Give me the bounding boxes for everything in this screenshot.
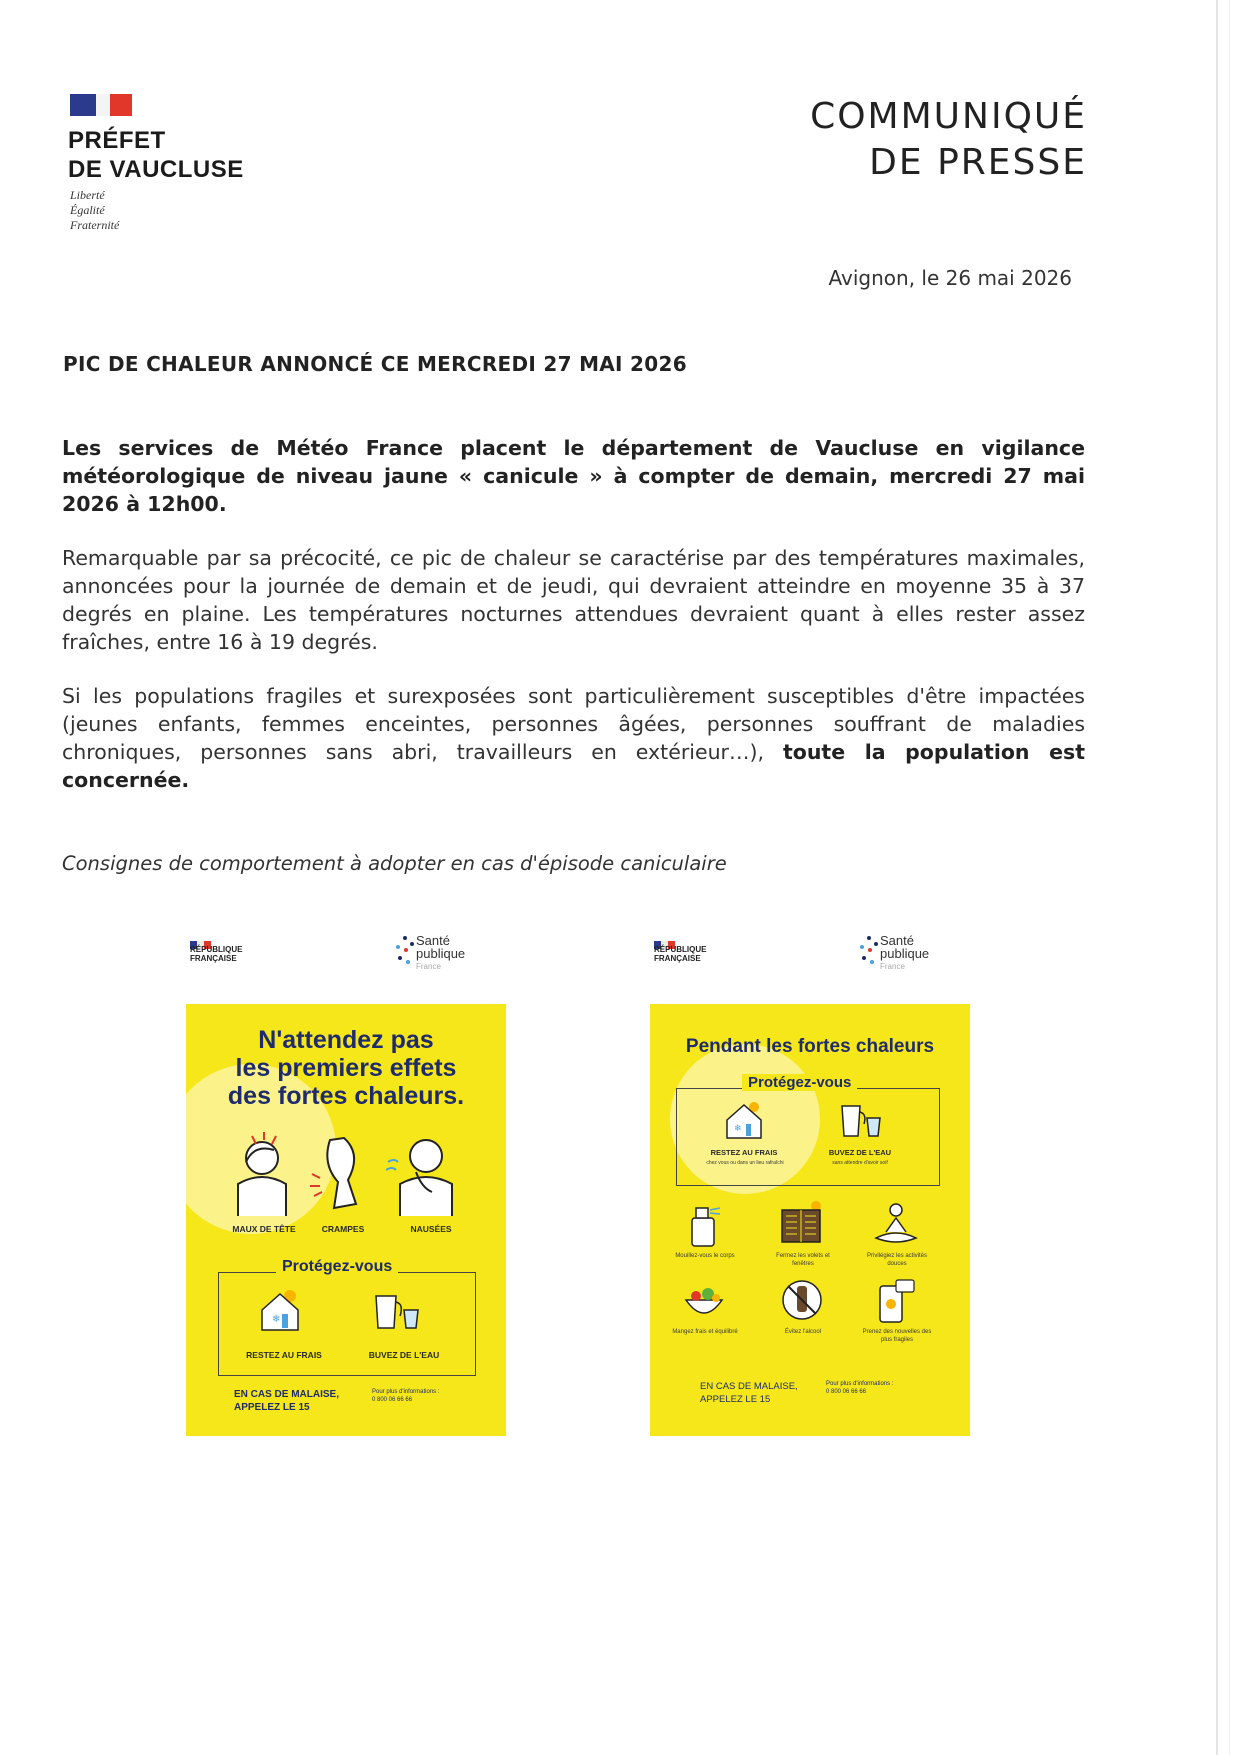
malaise-line-2: APPELEZ LE 15 — [700, 1394, 771, 1405]
poster-2-title: Pendant les fortes chaleurs — [685, 1036, 935, 1057]
sp-logo-text — [416, 934, 465, 973]
salad-bowl-icon — [682, 1282, 726, 1322]
info-line-1: Pour plus d'informations : — [826, 1381, 894, 1387]
poster-premiers-effets — [186, 930, 506, 1436]
no-alcohol-icon — [780, 1278, 824, 1322]
symptom-nausees: NAUSÉES — [410, 1224, 452, 1234]
info-line-2: 0 800 06 66 66 — [372, 1397, 413, 1403]
document-type — [810, 94, 1087, 186]
sp-dots-icon — [394, 936, 416, 970]
poster-pendant-chaleurs — [650, 930, 970, 1436]
paragraph-populations-text: Si les populations fragiles et surexposées sont particulièrement susceptibles d'être impactées (jeunes enfants, femmes enceintes, personnes âgées, personnes souffrant de maladies chroniques, personnes sans abri, travailleurs en extérieur…), — [62, 684, 1085, 764]
rf-line-2: FRANÇAISE — [654, 954, 701, 963]
protect-title: Protégez-vous — [276, 1258, 398, 1276]
poster-1-title-line-3: des fortes chaleurs. — [227, 1082, 465, 1110]
sp-logo-text — [880, 934, 929, 973]
rf-line-1: RÉPUBLIQUE — [190, 945, 243, 954]
tip-mangez: Mangez frais et équilibré — [672, 1329, 738, 1335]
poster-2-header — [650, 930, 970, 1004]
tip-nouvelles: Prenez des nouvelles des plus fragiles — [862, 1329, 932, 1343]
sp-line-3: France — [416, 962, 441, 971]
paragraph-populations — [62, 682, 1085, 794]
headache-icon — [224, 1132, 304, 1216]
protect-item-frais: RESTEZ AU FRAIS — [710, 1148, 778, 1157]
sp-line-1: Santé — [416, 933, 450, 948]
protect-sub-eau: sans attendre d'avoir soif — [832, 1160, 888, 1166]
paragraph-vigilance: Les services de Météo France placent le département de Vaucluse en vigilance météorologique de niveau jaune « canicule » à compter de demain, mercredi 27 mai 2026 à 12h00. — [62, 436, 1085, 516]
spray-bottle-icon — [686, 1204, 722, 1248]
rf-logo-text — [654, 945, 706, 963]
symptom-crampes: CRAMPES — [321, 1224, 365, 1234]
paragraph-temperatures: Remarquable par sa précocité, ce pic de chaleur se caractérise par des températures maximales, annoncées pour la journée de demain et de jeudi, qui devraient atteindre en moyenne 35 à 37 degrés en plaine. Les températures nocturnes attendues devraient quant à elles rester assez fraîches, entre 16 à 19 degrés. — [62, 546, 1085, 654]
doc-type-line-2: DE PRESSE — [869, 142, 1087, 183]
rf-line-1: RÉPUBLIQUE — [654, 945, 707, 954]
sp-line-2: publique — [416, 946, 466, 961]
tip-mouillez: Mouillez-vous le corps — [675, 1253, 735, 1259]
motto-egalite: Égalité — [70, 203, 105, 217]
info-notice — [826, 1380, 894, 1396]
issuer-block — [68, 126, 244, 184]
protect-box — [676, 1088, 940, 1186]
marianne-flag-logo — [70, 94, 140, 118]
tip-alcool: Évitez l'alcool — [784, 1329, 822, 1335]
sp-line-3: France — [880, 962, 905, 971]
poster-1-body — [186, 1004, 506, 1436]
protect-item-eau: BUVEZ DE L'EAU — [368, 1350, 440, 1360]
malaise-line-1: EN CAS DE MALAISE, — [234, 1389, 340, 1400]
poster-1-title — [186, 1026, 506, 1110]
protect-item-frais: RESTEZ AU FRAIS — [246, 1350, 322, 1360]
motto-fraternite: Fraternité — [70, 218, 120, 232]
water-jug-icon — [366, 1290, 426, 1332]
info-notice — [372, 1388, 440, 1404]
headline: PIC DE CHALEUR ANNONCÉ CE MERCREDI 27 MAI 2026 — [63, 352, 687, 376]
posters-caption: Consignes de comportement à adopter en cas d'épisode caniculaire — [62, 852, 727, 875]
rf-line-2: FRANÇAISE — [190, 954, 237, 963]
protect-title: Protégez-vous — [742, 1074, 857, 1091]
poster-1-header — [186, 930, 506, 1004]
issuer-line-2: DE VAUCLUSE — [68, 156, 244, 183]
malaise-line-1: EN CAS DE MALAISE, — [700, 1381, 798, 1392]
malaise-notice — [700, 1380, 798, 1406]
scan-edge-2 — [1229, 0, 1230, 1755]
rf-logo-text — [190, 945, 242, 963]
info-line-1: Pour plus d'informations : — [372, 1389, 440, 1395]
water-jug-icon — [834, 1102, 886, 1140]
rf-flag-icon — [190, 934, 212, 942]
protect-box — [218, 1272, 476, 1376]
phone-news-icon — [876, 1278, 916, 1324]
rf-flag-icon — [654, 934, 676, 942]
scan-edge — [1216, 0, 1218, 1755]
sante-publique-logo — [394, 934, 484, 974]
sp-line-2: publique — [880, 946, 930, 961]
svg-text:❄: ❄ — [272, 1314, 281, 1325]
doc-type-line-1: COMMUNIQUÉ — [810, 96, 1087, 137]
poster-2-body — [650, 1004, 970, 1436]
symptom-maux-de-tete: MAUX DE TÊTE — [232, 1224, 296, 1234]
paragraph-populations-emphasis: toute la population est concernée. — [62, 740, 1085, 792]
tip-volets: Fermez les volets et fenêtres — [776, 1253, 830, 1267]
house-cool-icon — [724, 1100, 764, 1140]
svg-text:❄: ❄ — [734, 1124, 742, 1134]
date-line: Avignon, le 26 mai 2026 — [828, 266, 1072, 290]
motto-liberte: Liberté — [70, 188, 105, 202]
sp-dots-icon — [858, 936, 880, 970]
meditation-icon — [872, 1202, 920, 1246]
protect-sub-frais: chez vous ou dans un lieu rafraîchi — [706, 1160, 784, 1166]
sante-publique-logo — [858, 934, 948, 974]
cramp-icon — [304, 1134, 374, 1214]
nausea-icon — [386, 1132, 466, 1216]
malaise-line-2: APPELEZ LE 15 — [234, 1402, 310, 1413]
issuer-line-1: PRÉFET — [68, 127, 166, 154]
poster-1-title-line-2: les premiers effets — [235, 1054, 457, 1082]
malaise-notice — [234, 1388, 339, 1414]
protect-item-eau: BUVEZ DE L'EAU — [828, 1148, 892, 1157]
house-cool-icon — [258, 1288, 302, 1332]
shutters-icon — [778, 1200, 826, 1246]
republic-motto — [70, 188, 119, 233]
sp-line-1: Santé — [880, 933, 914, 948]
tip-activites: Privilégiez les activités douces — [866, 1253, 928, 1267]
info-line-2: 0 800 06 66 66 — [826, 1389, 867, 1395]
poster-1-title-line-1: N'attendez pas — [258, 1026, 434, 1054]
